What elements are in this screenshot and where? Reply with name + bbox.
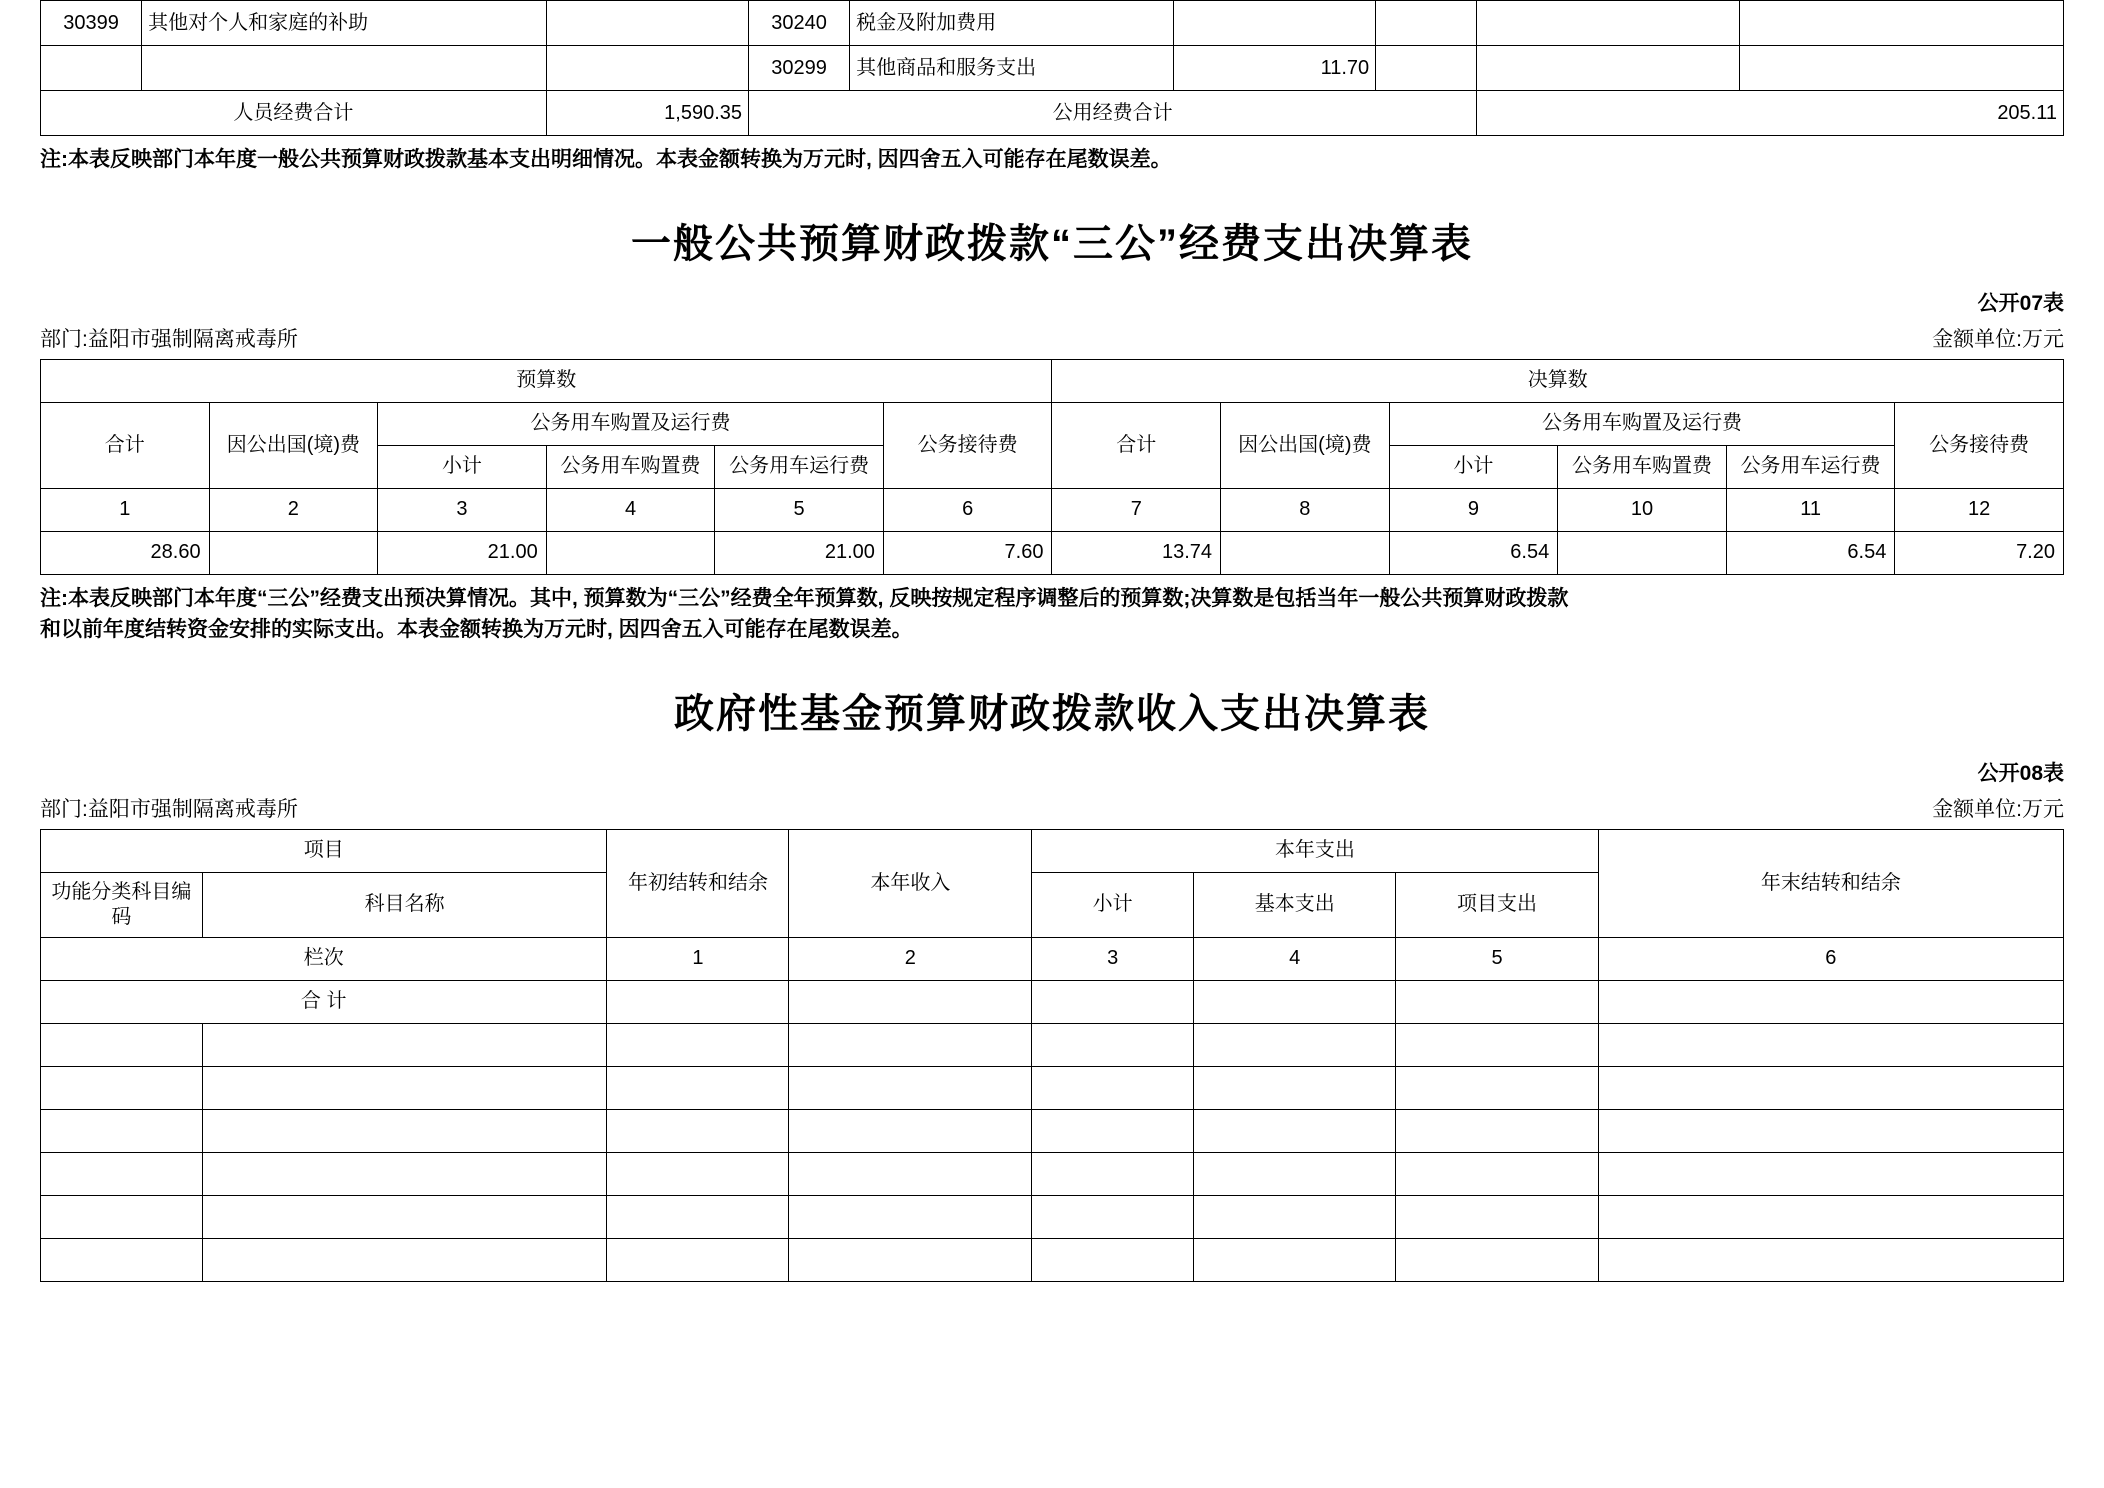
three-public-expenses-table xyxy=(40,359,2064,575)
amount-cell xyxy=(1173,1,1375,46)
cell xyxy=(1194,1109,1396,1152)
final-abroad-header: 因公出国(境)费 xyxy=(1221,402,1390,488)
name-cell: 税金及附加费用 xyxy=(850,1,1174,46)
value-cell xyxy=(1558,531,1727,574)
extra-cell xyxy=(1376,1,1477,46)
table07-unit-label: 金额单位:万元 xyxy=(1932,327,2064,351)
government-fund-budget-table xyxy=(40,829,2064,1282)
column-number: 3 xyxy=(378,488,547,531)
code-cell: 30299 xyxy=(749,46,850,91)
table07-meta xyxy=(40,323,2064,353)
cell xyxy=(1032,1238,1194,1281)
cell xyxy=(1194,1152,1396,1195)
total-label: 合 计 xyxy=(41,980,607,1023)
table-row xyxy=(41,1023,2064,1066)
table-total-row xyxy=(41,980,2064,1023)
table07-title: 一般公共预算财政拨款“三公”经费支出决算表 xyxy=(631,221,1473,266)
row-label: 栏次 xyxy=(41,937,607,980)
budget-total-header: 合计 xyxy=(41,402,210,488)
cell xyxy=(202,1066,607,1109)
cell xyxy=(607,1152,789,1195)
basic-expenditure-detail-table xyxy=(40,0,2064,136)
name-cell: 其他商品和服务支出 xyxy=(850,46,1174,91)
extra-cell xyxy=(1740,1,2064,46)
final-total-header: 合计 xyxy=(1052,402,1221,488)
table-header-row xyxy=(41,829,2064,872)
column-number: 5 xyxy=(1396,937,1598,980)
cell xyxy=(1032,1195,1194,1238)
year-expense-group-header: 本年支出 xyxy=(1032,829,1598,872)
cell xyxy=(789,1152,1032,1195)
budget-vehicle-purchase-header: 公务用车购置费 xyxy=(546,445,715,488)
budget-vehicle-operation-header: 公务用车运行费 xyxy=(715,445,884,488)
column-number: 6 xyxy=(1598,937,2063,980)
table-header-row xyxy=(41,359,2064,402)
cell xyxy=(1598,1152,2063,1195)
budget-abroad-header: 因公出国(境)费 xyxy=(209,402,378,488)
amount-cell xyxy=(546,1,748,46)
value-cell: 7.60 xyxy=(883,531,1052,574)
table-row xyxy=(41,1238,2064,1281)
value-cell: 21.00 xyxy=(378,531,547,574)
cell xyxy=(1032,1109,1194,1152)
table07-note-line1: 注:本表反映部门本年度“三公”经费支出预决算情况。其中, 预算数为“三公”经费全年预算数, 反映按规定程序调整后的预算数;决算数是包括当年一般公共预算财政拨款 xyxy=(40,586,1569,610)
final-reception-header: 公务接待费 xyxy=(1895,402,2064,488)
table08-form-no: 公开08表 xyxy=(1977,761,2064,785)
cell xyxy=(1032,1066,1194,1109)
cell xyxy=(1396,1023,1598,1066)
column-number: 2 xyxy=(789,937,1032,980)
value-cell xyxy=(209,531,378,574)
value-cell: 7.20 xyxy=(1895,531,2064,574)
column-number-row xyxy=(41,488,2064,531)
cell xyxy=(1194,1066,1396,1109)
column-number: 3 xyxy=(1032,937,1194,980)
cell xyxy=(607,1066,789,1109)
cell xyxy=(41,1152,203,1195)
cell xyxy=(789,1238,1032,1281)
cell xyxy=(1194,1023,1396,1066)
cell xyxy=(607,1109,789,1152)
table-row xyxy=(41,1152,2064,1195)
cell xyxy=(789,1195,1032,1238)
table08-dept-label: 部门:益阳市强制隔离戒毒所 xyxy=(40,797,298,821)
table-data-row xyxy=(41,531,2064,574)
cell xyxy=(202,1109,607,1152)
budget-vehicle-group-header: 公务用车购置及运行费 xyxy=(378,402,884,445)
column-number: 12 xyxy=(1895,488,2064,531)
cell xyxy=(1396,1066,1598,1109)
table-total-row xyxy=(41,91,2064,136)
cell xyxy=(1598,1023,2063,1066)
end-balance-header: 年末结转和结余 xyxy=(1598,829,2063,937)
code-cell xyxy=(41,46,142,91)
table-row xyxy=(41,1109,2064,1152)
personnel-total-value: 1,590.35 xyxy=(546,91,748,136)
total-value xyxy=(1032,980,1194,1023)
cell xyxy=(1194,1238,1396,1281)
final-vehicle-subtotal-header: 小计 xyxy=(1389,445,1558,488)
cell xyxy=(789,1066,1032,1109)
column-number: 1 xyxy=(607,937,789,980)
cell xyxy=(1032,1152,1194,1195)
item-group-header: 项目 xyxy=(41,829,607,872)
table-row xyxy=(41,1,2064,46)
table08-title: 政府性基金预算财政拨款收入支出决算表 xyxy=(674,691,1430,736)
column-number: 8 xyxy=(1221,488,1390,531)
cell xyxy=(1396,1152,1598,1195)
final-vehicle-operation-header: 公务用车运行费 xyxy=(1726,445,1895,488)
extra-cell xyxy=(1477,46,1740,91)
begin-balance-header: 年初结转和结余 xyxy=(607,829,789,937)
table08-meta xyxy=(40,793,2064,823)
table-row xyxy=(41,1066,2064,1109)
cell xyxy=(607,1023,789,1066)
value-cell: 6.54 xyxy=(1726,531,1895,574)
cell xyxy=(607,1195,789,1238)
total-value xyxy=(607,980,789,1023)
cell xyxy=(41,1238,203,1281)
code-cell: 30399 xyxy=(41,1,142,46)
table08-unit-label: 金额单位:万元 xyxy=(1932,797,2064,821)
cell xyxy=(1396,1238,1598,1281)
amount-cell xyxy=(546,46,748,91)
value-cell: 21.00 xyxy=(715,531,884,574)
subject-name-header: 科目名称 xyxy=(202,872,607,937)
cell xyxy=(41,1023,203,1066)
table07-dept-label: 部门:益阳市强制隔离戒毒所 xyxy=(40,327,298,351)
extra-cell xyxy=(1740,46,2064,91)
final-vehicle-purchase-header: 公务用车购置费 xyxy=(1558,445,1727,488)
value-cell: 13.74 xyxy=(1052,531,1221,574)
project-expense-header: 项目支出 xyxy=(1396,872,1598,937)
column-number: 6 xyxy=(883,488,1052,531)
final-vehicle-group-header: 公务用车购置及运行费 xyxy=(1389,402,1895,445)
column-number: 4 xyxy=(1194,937,1396,980)
final-group-header: 决算数 xyxy=(1052,359,2064,402)
personnel-total-label: 人员经费合计 xyxy=(41,91,547,136)
extra-cell xyxy=(1477,1,1740,46)
table07-form-no: 公开07表 xyxy=(1977,291,2064,315)
cell xyxy=(202,1023,607,1066)
cell xyxy=(1396,1195,1598,1238)
budget-vehicle-subtotal-header: 小计 xyxy=(378,445,547,488)
basic-expenditure-note: 注:本表反映部门本年度一般公共预算财政拨款基本支出明细情况。本表金额转换为万元时, 因四舍五入可能存在尾数误差。 xyxy=(40,148,1172,171)
cell xyxy=(41,1109,203,1152)
column-number: 10 xyxy=(1558,488,1727,531)
total-value xyxy=(789,980,1032,1023)
value-cell xyxy=(546,531,715,574)
table-header-row xyxy=(41,402,2064,445)
extra-cell xyxy=(1376,46,1477,91)
total-value xyxy=(1598,980,2063,1023)
column-number: 9 xyxy=(1389,488,1558,531)
cell xyxy=(1396,1109,1598,1152)
budget-reception-header: 公务接待费 xyxy=(883,402,1052,488)
amount-cell: 11.70 xyxy=(1173,46,1375,91)
cell xyxy=(1194,1195,1396,1238)
cell xyxy=(202,1152,607,1195)
column-number: 1 xyxy=(41,488,210,531)
func-code-header: 功能分类科目编码 xyxy=(41,872,203,937)
column-number: 2 xyxy=(209,488,378,531)
table07-note xyxy=(40,583,2064,646)
name-cell: 其他对个人和家庭的补助 xyxy=(142,1,547,46)
public-total-value: 205.11 xyxy=(1477,91,2064,136)
column-number: 7 xyxy=(1052,488,1221,531)
cell xyxy=(1598,1066,2063,1109)
total-value xyxy=(1396,980,1598,1023)
table-row xyxy=(41,1195,2064,1238)
cell xyxy=(789,1109,1032,1152)
cell xyxy=(1598,1109,2063,1152)
total-value xyxy=(1194,980,1396,1023)
cell xyxy=(1032,1023,1194,1066)
year-income-header: 本年收入 xyxy=(789,829,1032,937)
cell xyxy=(1598,1238,2063,1281)
cell xyxy=(41,1066,203,1109)
page-content xyxy=(40,0,2064,1282)
value-cell: 28.60 xyxy=(41,531,210,574)
cell xyxy=(41,1195,203,1238)
column-number: 5 xyxy=(715,488,884,531)
subtotal-header: 小计 xyxy=(1032,872,1194,937)
cell xyxy=(789,1023,1032,1066)
code-cell: 30240 xyxy=(749,1,850,46)
column-number: 4 xyxy=(546,488,715,531)
column-number: 11 xyxy=(1726,488,1895,531)
budget-group-header: 预算数 xyxy=(41,359,1052,402)
value-cell: 6.54 xyxy=(1389,531,1558,574)
value-cell xyxy=(1221,531,1390,574)
table-row xyxy=(41,46,2064,91)
public-total-label: 公用经费合计 xyxy=(749,91,1477,136)
cell xyxy=(202,1238,607,1281)
basic-expense-header: 基本支出 xyxy=(1194,872,1396,937)
table07-note-line2: 和以前年度结转资金安排的实际支出。本表金额转换为万元时, 因四舍五入可能存在尾数误差。 xyxy=(40,618,913,641)
cell xyxy=(202,1195,607,1238)
column-number-row xyxy=(41,937,2064,980)
name-cell xyxy=(142,46,547,91)
cell xyxy=(607,1238,789,1281)
cell xyxy=(1598,1195,2063,1238)
